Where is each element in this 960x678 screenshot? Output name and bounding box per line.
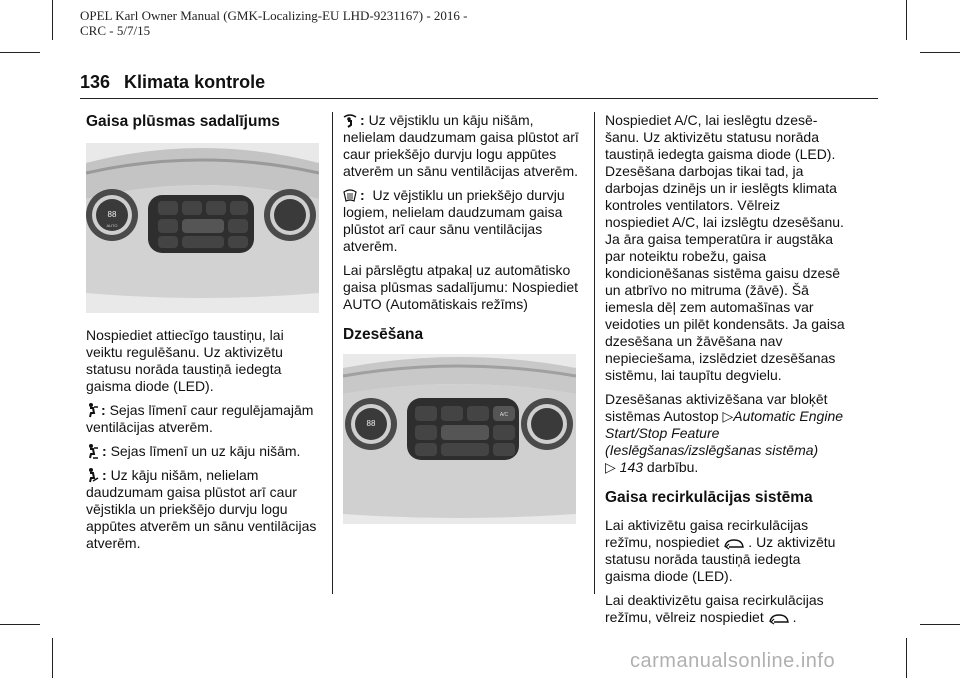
- climate-panel-photo: [343, 354, 576, 524]
- list-item: : Sejas līmenī caur regulējamajām ventilācijas atverēm.: [86, 402, 314, 435]
- column-3: [605, 112, 845, 633]
- header-line: OPEL Karl Owner Manual (GMK-Localizing-EU LHD-9231167) - 2016 -: [80, 8, 468, 23]
- cooling-paragraph: Nospiediet A/C, lai ieslēgtu dzesēšanu. Uz aktivizētu statusu norāda taustiņā iedegta gaisma diode (LED). Dzesēšana darbojas tikai tad, ja darbojas dzinējs un ir ieslēgts klimata kontroles ventilators. Vēlreiz nospiediet A/C, lai izslēgtu dzesēšanu. Ja āra gaisa temperatūra ir augstāka par noteiktu robežu, gaisa kondicionēšanas sistēma gaisu dzesē un atbrīvo no mitruma (žāvē). Šā iemesla dēļ zem automašīnas var veidoties un pilēt kondensāts. Ja gaisa dzesēšana un žāvēšana nav nepieciešama, izslēdziet dzesēšanas sistēmu, lai taupītu degvielu.: [605, 112, 845, 383]
- svg-text:A/C: A/C: [499, 412, 509, 418]
- recirc-on-paragraph: Lai aktivizētu gaisa recirkulācijas režīmu, nospiediet . Uz aktivizētu statusu norāda taustiņā iedegta gaisma diode (LED).: [605, 517, 836, 584]
- item-text: Uz kāju nišām, nelielam daudzumam gaisa plūstot arī caur vējstikla un priekšējo durvju logu appūtes atverēm un sānu ventilācijas atverēm.: [86, 467, 317, 551]
- auto-paragraph: Lai pārslēgtu atpakaļ uz automātisko gaisa plūsmas sadalījumu: Nospiediet AUTO (Automātiskais režīms): [343, 262, 579, 312]
- crop-mark: [0, 624, 40, 625]
- section-heading: Dzesēšana: [343, 326, 424, 343]
- header-line: CRC - 5/7/15: [80, 23, 151, 38]
- list-item: : Uz kāju nišām, nelielam daudzumam gaisa plūstot arī caur vējstikla un priekšējo durvju logu appūtes atverēm un sānu ventilācijas atverēm.: [86, 467, 317, 551]
- section-heading: Gaisa recirkulācijas sistēma: [605, 489, 813, 506]
- reference-arrow-icon: ▷: [605, 459, 616, 475]
- recirc-off-paragraph: Lai deaktivizētu gaisa recirkulācijas režīmu, vēlreiz nospiediet .: [605, 592, 824, 625]
- item-text: Sejas līmenī caur regulējamajām ventilācijas atverēm.: [86, 402, 314, 435]
- recirculation-icon: [768, 613, 790, 625]
- crop-mark: [920, 52, 960, 53]
- autostop-paragraph: Dzesēšanas aktivizēšana var bloķēt sistēmas Autostop ▷Automatic Engine Start/Stop Feature (Ieslēgšanas/izslēgšanas sistēma) ▷ 143 darbību.: [605, 391, 844, 475]
- page-reference[interactable]: 143: [619, 459, 644, 475]
- chapter-title: Klimata kontrole: [124, 72, 266, 92]
- climate-panel-photo: [86, 143, 319, 313]
- column-divider: [594, 112, 595, 594]
- list-item: : Sejas līmenī un uz kāju nišām.: [86, 443, 321, 460]
- face-vent-icon: [86, 403, 98, 418]
- item-text: Sejas līmenī un uz kāju nišām.: [110, 443, 301, 459]
- watermark: carmanualsonline.info: [630, 650, 836, 672]
- recirculation-icon: [723, 538, 745, 550]
- item-text: Uz vējstiklu un priekšējo durvju logiem, nelielam daudzumam gaisa plūstot arī caur sānu ventilācijas atverēm.: [343, 187, 565, 254]
- face-feet-vent-icon: [86, 444, 99, 459]
- page-number: 136: [80, 72, 111, 92]
- section-heading: Gaisa plūsmas sadalījums: [86, 113, 280, 130]
- page-heading: [80, 72, 279, 93]
- crop-mark: [0, 52, 40, 53]
- crop-mark: [920, 624, 960, 625]
- column-2: [343, 112, 583, 524]
- svg-text:AUTO: AUTO: [106, 223, 118, 228]
- crop-mark: [52, 638, 53, 678]
- svg-text:88: 88: [107, 210, 117, 219]
- header-rule: [80, 98, 878, 99]
- column-divider: [332, 112, 333, 594]
- feet-vent-icon: [86, 468, 99, 483]
- list-item: : Uz vējstiklu un priekšējo durvju logiem, nelielam daudzumam gaisa plūstot arī caur sānu ventilācijas atverēm.: [343, 187, 565, 254]
- list-item: : Uz vējstiklu un kāju nišām, nelielam daudzumam gaisa plūstot arī caur priekšējo durvju logu appūtes atverēm un sānu ventilācijas atverēm.: [343, 112, 579, 179]
- crop-mark: [906, 0, 907, 40]
- reference-arrow-icon: ▷: [722, 408, 734, 424]
- document-header: [80, 8, 468, 38]
- intro-paragraph: Nospiediet attiecīgo taustiņu, lai veiktu regulēšanu. Uz aktivizētu statusu norāda taustiņā iedegta gaisma diode (LED).: [86, 327, 284, 394]
- column-1: [86, 112, 321, 559]
- feet-windshield-icon: [343, 113, 357, 128]
- crop-mark: [906, 638, 907, 678]
- cross-reference-link[interactable]: Automatic Engine Start/Stop Feature (Ieslēgšanas/izslēgšanas sistēma): [605, 408, 844, 458]
- crop-mark: [52, 0, 53, 40]
- windshield-defrost-icon: [343, 189, 357, 203]
- item-text: Uz vējstiklu un kāju nišām, nelielam daudzumam gaisa plūstot arī caur priekšējo durvju logu appūtes atverēm un sānu ventilācijas atverēm.: [343, 112, 579, 179]
- svg-text:88: 88: [366, 419, 376, 428]
